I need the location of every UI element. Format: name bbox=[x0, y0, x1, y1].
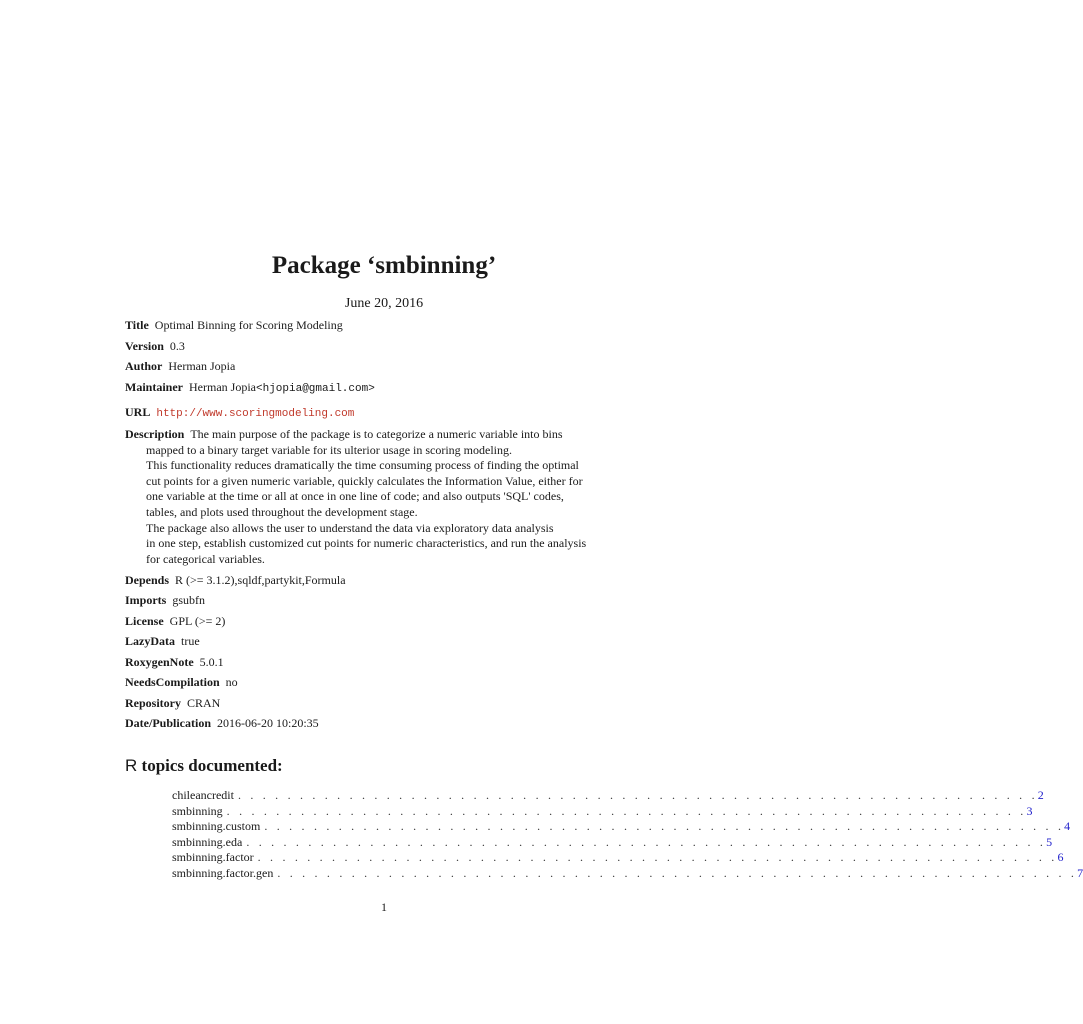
toc-row bbox=[172, 850, 1064, 866]
toc-row bbox=[172, 819, 1071, 835]
topics-heading bbox=[125, 756, 283, 776]
toc-row bbox=[172, 834, 1053, 851]
toc-label: smbinning.factor.gen bbox=[172, 865, 274, 880]
field-needscompilation-value: no bbox=[225, 675, 238, 690]
field-license bbox=[125, 614, 625, 629]
field-author bbox=[125, 359, 625, 374]
field-depends bbox=[125, 573, 625, 588]
field-repository-value: CRAN bbox=[187, 695, 221, 710]
topics-heading-text: topics documented: bbox=[141, 756, 283, 775]
toc-page-link[interactable]: 7 bbox=[1077, 865, 1083, 880]
field-roxygen-value: 5.0.1 bbox=[199, 654, 224, 669]
toc-leader: . . . . . . . . . . . . . . . . . . . . . . . . . . . . . . . . . . . . . . . . . . . . . . . . . . . . . . . . . . . . . . . . . bbox=[257, 850, 1058, 865]
field-roxygen-label: RoxygenNote bbox=[125, 654, 194, 669]
field-maintainer-email: <hjopia@gmail.com> bbox=[255, 382, 375, 395]
page-number: 1 bbox=[381, 900, 387, 914]
toc-page-link[interactable]: 5 bbox=[1046, 834, 1053, 849]
description-line: cut points for a given numeric variable, quickly calculates the Information Value, either for bbox=[146, 473, 583, 488]
field-depends-value: R (>= 3.1.2),sqldf,partykit,Formula bbox=[175, 572, 346, 587]
toc-page-link[interactable]: 6 bbox=[1057, 850, 1064, 865]
field-title bbox=[125, 318, 625, 333]
toc-label: chileancredit bbox=[172, 788, 234, 802]
field-url-link[interactable]: http://www.scoringmodeling.com bbox=[156, 407, 355, 420]
field-imports-value: gsubfn bbox=[172, 593, 206, 608]
toc-leader: . . . . . . . . . . . . . . . . . . . . . . . . . . . . . . . . . . . . . . . . . . . . . . . . . . . . . . . . . . . . . . . . . bbox=[237, 788, 1038, 802]
description-line: mapped to a binary target variable for its ulterior usage in scoring modeling. bbox=[146, 442, 513, 457]
toc-row bbox=[172, 865, 1083, 882]
field-title-label: Title bbox=[125, 318, 149, 332]
toc-page-link[interactable]: 2 bbox=[1037, 788, 1044, 802]
toc-row bbox=[172, 788, 1044, 804]
field-datepublication-label: Date/Publication bbox=[125, 716, 211, 731]
toc-leader: . . . . . . . . . . . . . . . . . . . . . . . . . . . . . . . . . . . . . . . . . . . . . . . . . . . . . . . . . . . . . . . . . bbox=[277, 865, 1078, 880]
field-lazydata-value: true bbox=[181, 634, 200, 649]
field-lazydata-label: LazyData bbox=[125, 634, 175, 649]
field-imports bbox=[125, 593, 625, 608]
description-line: The main purpose of the package is to categorize a numeric variable into bins bbox=[190, 427, 563, 441]
field-url-label: URL bbox=[125, 404, 151, 419]
field-datepublication-value: 2016-06-20 10:20:35 bbox=[217, 716, 319, 731]
toc-label: smbinning.factor bbox=[172, 850, 254, 865]
field-roxygen bbox=[125, 655, 625, 670]
field-title-value: Optimal Binning for Scoring Modeling bbox=[154, 318, 343, 332]
package-date: June 20, 2016 bbox=[344, 296, 424, 311]
field-imports-label: Imports bbox=[125, 593, 167, 608]
field-author-label: Author bbox=[125, 359, 163, 373]
description-line: for categorical variables. bbox=[146, 551, 265, 566]
field-depends-label: Depends bbox=[125, 572, 170, 587]
field-license-label: License bbox=[125, 613, 164, 628]
toc-leader: . . . . . . . . . . . . . . . . . . . . . . . . . . . . . . . . . . . . . . . . . . . . . . . . . . . . . . . . . . . . . . . . . bbox=[246, 834, 1047, 849]
topics-heading-r: R bbox=[125, 756, 138, 775]
field-maintainer bbox=[125, 380, 625, 397]
field-version-value: 0.3 bbox=[169, 338, 185, 353]
field-author-value: Herman Jopia bbox=[168, 359, 236, 373]
toc-leader: . . . . . . . . . . . . . . . . . . . . . . . . . . . . . . . . . . . . . . . . . . . . . . . . . . . . . . . . . . . . . . . . . bbox=[226, 803, 1027, 818]
toc-label: smbinning bbox=[172, 803, 223, 818]
field-lazydata bbox=[125, 634, 625, 649]
field-version bbox=[125, 339, 625, 354]
description-line: in one step, establish customized cut points for numeric characteristics, and run the analysis bbox=[146, 536, 587, 551]
metadata-fields bbox=[125, 318, 625, 737]
field-maintainer-label: Maintainer bbox=[125, 379, 183, 394]
toc-row bbox=[172, 803, 1033, 820]
field-needscompilation bbox=[125, 675, 625, 690]
field-description bbox=[125, 427, 625, 567]
field-maintainer-name: Herman Jopia bbox=[189, 379, 256, 394]
field-version-label: Version bbox=[125, 338, 164, 353]
toc-leader: . . . . . . . . . . . . . . . . . . . . . . . . . . . . . . . . . . . . . . . . . . . . . . . . . . . . . . . . . . . . . . . . . bbox=[264, 819, 1065, 834]
field-license-value: GPL (>= 2) bbox=[169, 613, 226, 628]
toc-label: smbinning.eda bbox=[172, 834, 243, 849]
toc-page-link[interactable]: 3 bbox=[1026, 803, 1033, 818]
field-repository-label: Repository bbox=[125, 695, 181, 710]
topics-list bbox=[172, 788, 1083, 882]
toc-label: smbinning.custom bbox=[172, 819, 261, 834]
field-url bbox=[125, 405, 625, 422]
toc-page-link[interactable]: 4 bbox=[1064, 819, 1071, 834]
description-line: one variable at the time or all at once in one line of code; and also outputs 'SQL' codes, bbox=[146, 489, 564, 504]
field-description-label: Description bbox=[125, 427, 185, 441]
description-line: The package also allows the user to understand the data via exploratory data analysis bbox=[146, 520, 554, 535]
field-repository bbox=[125, 696, 625, 711]
field-datepublication bbox=[125, 716, 625, 731]
description-line: tables, and plots used throughout the development stage. bbox=[146, 504, 418, 519]
description-line: This functionality reduces dramatically the time consuming process of finding the optimal bbox=[146, 458, 579, 473]
field-needscompilation-label: NeedsCompilation bbox=[125, 675, 220, 690]
package-title: Package ‘smbinning’ bbox=[271, 252, 497, 279]
